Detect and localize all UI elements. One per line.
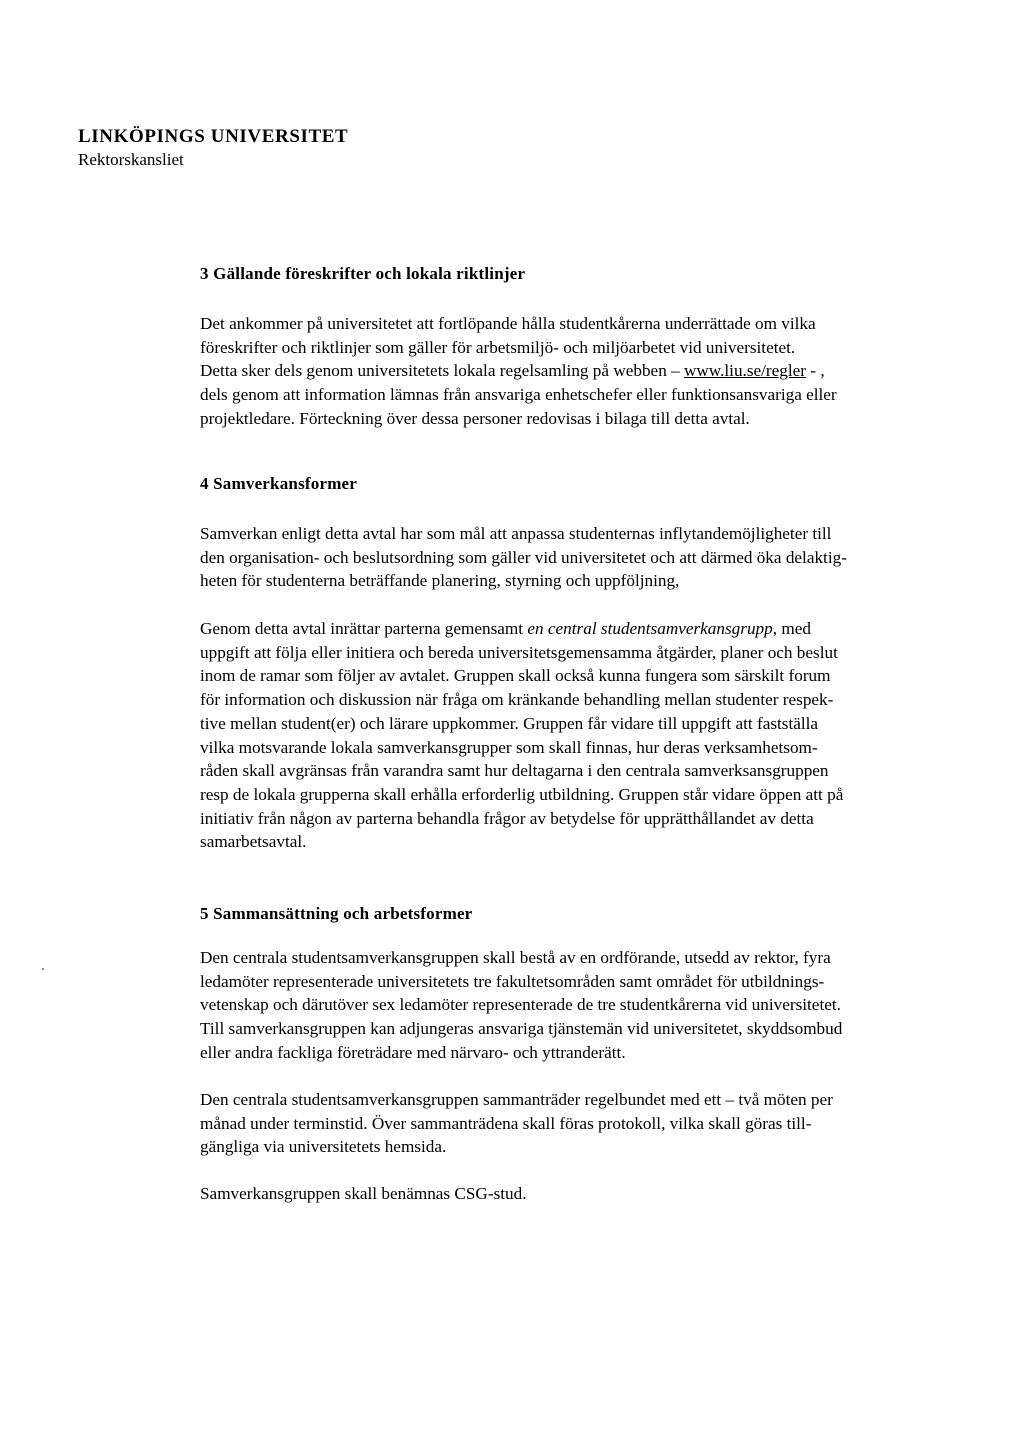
text-line: Den centrala studentsamverkansgruppen skall bestå av en ordförande, utsedd av rektor, fyra (200, 948, 831, 967)
text-line: vilka motsvarande lokala samverkansgrupper som skall finnas, hur deras verksamhetsom- (200, 737, 818, 757)
document-header (78, 125, 348, 171)
text-line (200, 617, 990, 641)
text-line: månad under terminstid. Över sammanträdena skall föras protokoll, vilka skall göras till- (200, 1113, 812, 1133)
text-line-part: Detta sker dels genom universitetets lokala regelsamling på webben – (200, 361, 680, 381)
text-line-part: - , (806, 361, 825, 381)
section-5-heading: 5 Sammansättning och arbetsformer (200, 904, 473, 923)
section-4-heading: 4 Samverkansformer (200, 474, 358, 493)
text-line: den organisation- och beslutsordning som gäller vid universitetet och att därmed öka delaktig- (200, 547, 847, 567)
section-5-paragraph-1 (200, 946, 990, 1065)
section-4-paragraph-2 (200, 617, 990, 854)
text-line: ledamöter representerade universitetets tre fakultetsområden samt området för utbildnings- (200, 971, 825, 991)
emphasized-term: en central studentsamverkansgrupp (527, 619, 773, 638)
regler-link[interactable]: www.liu.se/regler (683, 361, 807, 381)
text-line: vetenskap och därutöver sex ledamöter representerade de tre studentkårerna vid universitetet. (200, 995, 841, 1015)
section-4-heading-block (200, 472, 990, 496)
text-line: Det ankommer på universitetet att fortlöpande hålla studentkårerna underrättade om vilka (200, 314, 816, 333)
text-line: initiativ från någon av parterna behandla frågor av betydelse för upprätthållandet av detta (200, 808, 814, 828)
text-line: föreskrifter och riktlinjer som gäller för arbetsmiljö- och miljöarbetet vid universitetet. (200, 337, 796, 357)
scan-speck (42, 968, 44, 970)
text-line: projektledare. Förteckning över dessa personer redovisas i bilaga till detta avtal. (200, 408, 750, 428)
text-line: råden skall avgränsas från varandra samt hur deltagarna i den centrala samverksansgruppen (200, 761, 829, 781)
text-line: resp de lokala grupperna skall erhålla erforderlig utbildning. Gruppen står vidare öppen att på (200, 784, 844, 804)
section-3-paragraph (200, 312, 990, 431)
text-line: gängliga via universitetets hemsida. (200, 1137, 447, 1157)
university-name: LINKÖPINGS UNIVERSITET (78, 126, 349, 147)
text-line: uppgift att följa eller initiera och bereda universitetsgemensamma åtgärder, planer och beslut (200, 642, 838, 662)
text-line: Samverkan enligt detta avtal har som mål att anpassa studenternas inflytandemöjligheter till (200, 524, 832, 543)
text-line-part: , med (772, 619, 811, 638)
text-line: heten för studenterna beträffande planering, styrning och uppföljning, (200, 571, 680, 591)
text-line: inom de ramar som följer av avtalet. Gruppen skall också kunna fungera som särskilt forum (200, 666, 831, 686)
department-name: Rektorskansliet (78, 150, 184, 169)
text-line-part: Genom detta avtal inrättar parterna gemensamt (200, 619, 528, 638)
text-line: Den centrala studentsamverkansgruppen sammanträder regelbundet med ett – två möten per (200, 1090, 833, 1109)
text-line: Till samverkansgruppen kan adjungeras ansvariga tjänstemän vid universitetet, skyddsombud (200, 1019, 843, 1039)
text-line (200, 359, 990, 383)
text-line: samarbetsavtal. (200, 832, 307, 852)
text-line: tive mellan student(er) och lärare uppkommer. Gruppen får vidare till uppgift att fastställa (200, 713, 819, 733)
section-3-heading-block (200, 262, 990, 286)
text-line: dels genom att information lämnas från ansvariga enhetschefer eller funktionsansvariga eller (200, 385, 837, 405)
section-4-paragraph-1 (200, 522, 990, 593)
section-3-heading: 3 Gällande föreskrifter och lokala riktlinjer (200, 264, 526, 283)
text-line: för information och diskussion när fråga om kränkande behandling mellan studenter respek- (200, 690, 834, 710)
section-5-heading-block (200, 902, 990, 926)
section-5-paragraph-3 (200, 1182, 990, 1206)
section-5-paragraph-2 (200, 1088, 990, 1159)
text-line: Samverkansgruppen skall benämnas CSG-stud. (200, 1184, 527, 1203)
text-line: eller andra fackliga företrädare med närvaro- och yttranderätt. (200, 1042, 626, 1062)
